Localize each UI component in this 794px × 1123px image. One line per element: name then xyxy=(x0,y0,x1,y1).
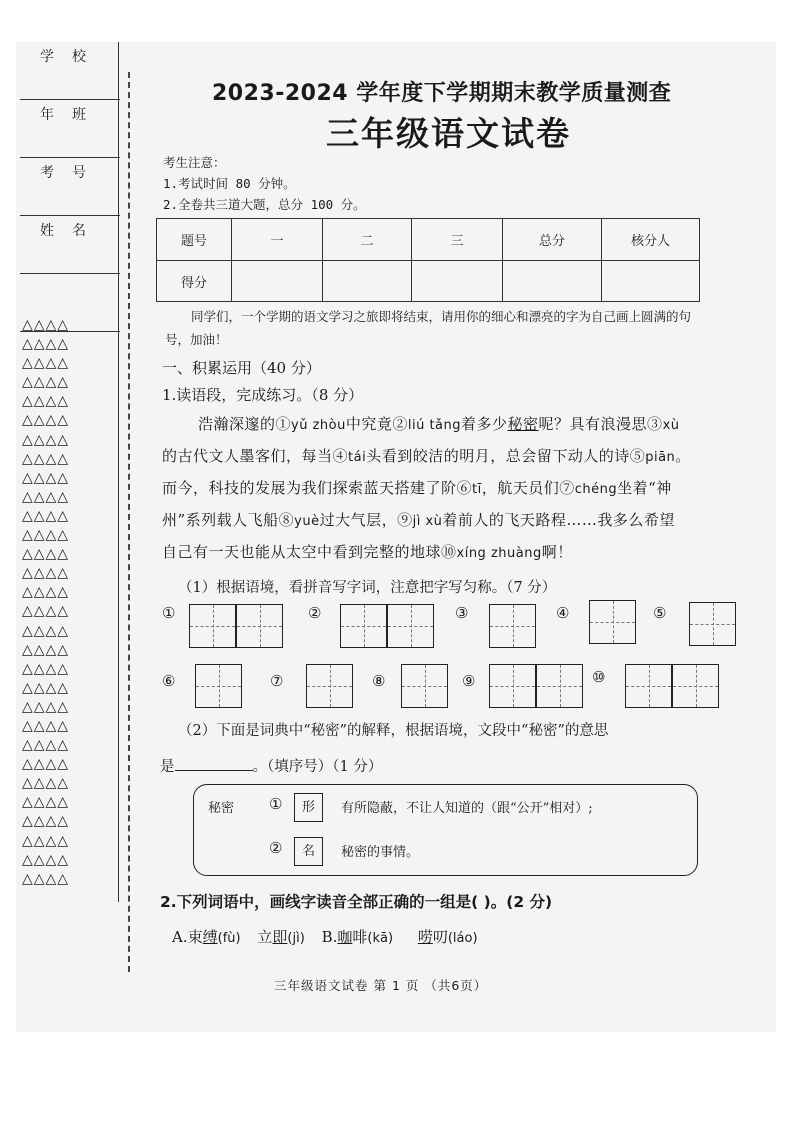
item-number: ⑦ xyxy=(270,672,284,690)
passage-line: 浩瀚深邃的①yǔ zhòu中究竟②liú tǎng着多少秘密呢？具有浪漫思③xù xyxy=(198,415,680,433)
score-header-cell: 题号 xyxy=(157,219,232,261)
score-header-cell: 核分人 xyxy=(602,219,700,261)
class-label: 年班 xyxy=(40,107,104,123)
exam-subtitle: 三年级语文试卷 xyxy=(326,114,571,153)
page-footer: 三年级语文试卷 第 1 页 （共6页） xyxy=(274,978,488,993)
item-number: ① xyxy=(162,604,176,622)
writing-box[interactable] xyxy=(589,600,636,644)
writing-box[interactable] xyxy=(189,604,236,648)
pinyin: jì xù xyxy=(412,514,443,529)
writing-box[interactable] xyxy=(340,604,387,648)
score-input-cell[interactable] xyxy=(412,261,503,302)
name-label: 姓名 xyxy=(40,223,104,239)
pinyin: tái xyxy=(348,450,367,465)
passage-line: 而今，科技的发展为我们探索蓝天搭建了阶⑥tī，航天员们⑦chéng坐着“神 xyxy=(162,479,672,497)
score-header-cell: 二 xyxy=(323,219,412,261)
exam-title: 2023-2024 学年度下学期期末教学质量测查 xyxy=(212,81,672,106)
score-header-cell: 总分 xyxy=(503,219,602,261)
reading-passage xyxy=(162,409,742,569)
score-input-cell[interactable] xyxy=(503,261,602,302)
item-number: ⑨ xyxy=(462,672,476,690)
definition-number-1: ① xyxy=(269,795,283,813)
pinyin: chéng xyxy=(574,482,618,497)
sub-question-2: （2）下面是词典中“秘密”的解释，根据语境，文段中“秘密”的意思 xyxy=(178,723,609,739)
writing-box[interactable] xyxy=(195,664,242,708)
question-2-options: A.束缚(fù) 立即(jì) B.咖啡(kā) 唠叨(láo) xyxy=(172,928,478,946)
binding-cut-line xyxy=(128,72,130,972)
pinyin: piān xyxy=(645,450,676,465)
score-input-cell[interactable] xyxy=(232,261,323,302)
writing-box[interactable] xyxy=(489,604,536,648)
writing-box[interactable] xyxy=(306,664,353,708)
side-divider xyxy=(118,42,119,902)
notice-item-1: 1.考试时间 80 分钟。 xyxy=(163,176,296,191)
passage-line: 的古代文人墨客们，每当④tái头看到皎洁的明月，总会留下动人的诗⑤piān。 xyxy=(162,447,691,465)
score-input-cell[interactable] xyxy=(323,261,412,302)
student-info-column xyxy=(20,42,120,332)
item-number: ⑤ xyxy=(653,604,667,622)
pinyin: yǔ zhòu xyxy=(291,418,346,433)
dictionary-definition-box xyxy=(193,784,698,876)
item-number: ⑧ xyxy=(372,672,386,690)
section-1-title: 一、积累运用（40 分） xyxy=(162,359,321,377)
underlined-word: 秘密 xyxy=(507,415,539,433)
exam-notice xyxy=(163,152,366,215)
writing-box[interactable] xyxy=(672,664,719,708)
passage-line: 自己有一天也能从太空中看到完整的地球⑩xíng zhuàng啊！ xyxy=(162,543,573,561)
passage-line: 州”系列载人飞船⑧yuè过大气层，⑨jì xù着前人的飞天路程……我多么希望 xyxy=(162,511,675,529)
notice-heading: 考生注意： xyxy=(163,155,226,170)
question-1-title: 1.读语段，完成练习。（8 分） xyxy=(162,386,364,404)
answer-blank[interactable] xyxy=(175,770,253,771)
sub-question-1: （1）根据语境，看拼音写字词，注意把字写匀称。（7 分） xyxy=(178,580,557,596)
writing-box[interactable] xyxy=(236,604,283,648)
name-field[interactable] xyxy=(20,216,120,274)
pinyin: liú tǎng xyxy=(407,418,462,433)
school-label: 学校 xyxy=(40,49,104,65)
writing-box[interactable] xyxy=(387,604,434,648)
score-header-cell: 三 xyxy=(412,219,503,261)
writing-box[interactable] xyxy=(689,602,736,646)
item-number: ⑩ xyxy=(592,668,606,686)
definition-word: 秘密 xyxy=(208,801,235,816)
score-row-label: 得分 xyxy=(157,261,232,302)
pinyin: xíng zhuàng xyxy=(456,546,542,561)
pinyin: yuè xyxy=(294,514,320,529)
question-2-title: 2.下列词语中，画线字读音全部正确的一组是( )。(2 分) xyxy=(160,893,553,911)
exam-number-label: 考号 xyxy=(40,165,104,181)
score-header-cell: 一 xyxy=(232,219,323,261)
greeting-text: 同学们，一个学期的语文学习之旅即将结束，请用你的细心和漂亮的字为自己画上圆满的句号，加油！ xyxy=(165,309,692,347)
definition-1: 有所隐蔽，不让人知道的（跟“公开”相对）; xyxy=(341,801,593,816)
score-input-cell[interactable] xyxy=(602,261,700,302)
class-field[interactable] xyxy=(20,100,120,158)
pinyin: tī xyxy=(472,482,482,497)
writing-box[interactable] xyxy=(489,664,536,708)
triangle-seal-pattern: △△△△ △△△△ △△△△ △△△△ △△△△ △△△△ △△△△ △△△△ △△△△ △△△△ △△△△ △△△△ △△△△ △△△△ △△△△ △△△△ △△△△ △△△△ △△△△ △△△△ △△△△ △△△△ △△△△ △△△△ △△△△ △△△△ △△△△ △△△△ △△△△ △△△△ xyxy=(22,317,70,887)
item-number: ⑥ xyxy=(162,672,176,690)
item-number: ④ xyxy=(556,604,570,622)
definition-2: 秘密的事情。 xyxy=(341,845,420,860)
school-field[interactable] xyxy=(20,42,120,100)
pinyin: xù xyxy=(662,418,680,433)
sub-question-2-answer-line: 是 。（填序号）（1 分） xyxy=(160,759,383,775)
part-of-speech-adjective: 形 xyxy=(294,793,323,822)
writing-box[interactable] xyxy=(401,664,448,708)
part-of-speech-noun: 名 xyxy=(294,837,323,866)
item-number: ② xyxy=(308,604,322,622)
notice-item-2: 2.全卷共三道大题，总分 100 分。 xyxy=(163,197,366,212)
exam-number-field[interactable] xyxy=(20,158,120,216)
score-table xyxy=(156,218,700,302)
writing-box[interactable] xyxy=(536,664,583,708)
definition-number-2: ② xyxy=(269,839,283,857)
writing-box[interactable] xyxy=(625,664,672,708)
item-number: ③ xyxy=(455,604,469,622)
